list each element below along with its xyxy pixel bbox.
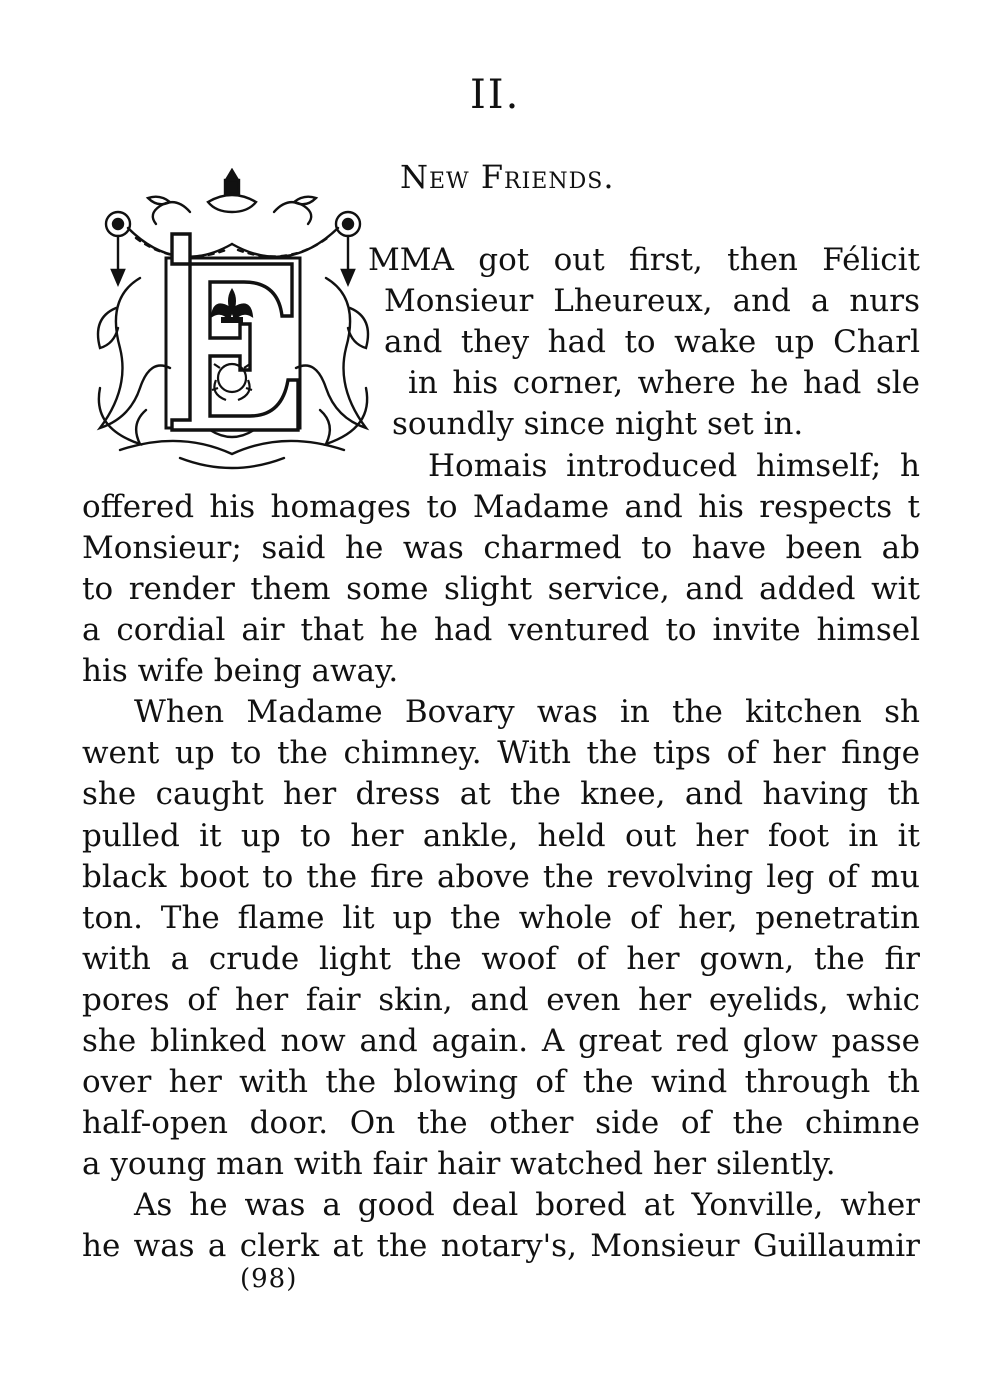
text-line: When Madame Bovary was in the kitchen sh [134,694,920,730]
text-line: a cordial air that he had ventured to invite himsel [82,612,920,648]
text-line: with a crude light the woof of her gown, the fir [82,941,920,977]
page-number: (98) [240,1264,298,1294]
text-line: Monsieur; said he was charmed to have been ab [82,530,920,566]
text-line: half-open door. On the other side of the chimne [82,1105,920,1141]
text-line: pulled it up to her ankle, held out her foot in it [82,818,920,854]
text-line: in his corner, where he had sle [408,365,920,401]
text-line: his wife being away. [82,653,399,689]
text-line: to render them some slight service, and added wit [82,571,920,607]
ornamental-drop-cap [80,168,385,473]
text-line: he was a clerk at the notary's, Monsieur Guillaumir [82,1228,920,1264]
text-line: she blinked now and again. A great red glow passe [82,1023,920,1059]
text-line: As he was a good deal bored at Yonville, wher [134,1187,920,1223]
text-line: Monsieur Lheureux, and a nurs [384,283,920,319]
text-line: over her with the blowing of the wind through th [82,1064,920,1100]
text-line: pores of her fair skin, and even her eyelids, whic [82,982,920,1018]
text-line: went up to the chimney. With the tips of her finge [82,735,920,771]
text-line: ton. The flame lit up the whole of her, penetratin [82,900,920,936]
text-line: MMA got out first, then Félicit [368,242,920,278]
chapter-number: II. [470,72,521,118]
text-line: soundly since night set in. [392,406,804,442]
text-line: black boot to the fire above the revolving leg of mu [82,859,920,895]
text-line: she caught her dress at the knee, and having th [82,776,920,812]
text-line: a young man with fair hair watched her silently. [82,1146,836,1182]
text-line: Homais introduced himself; h [428,448,920,484]
text-line: and they had to wake up Charl [384,324,920,360]
chapter-title: New Friends. [400,158,615,196]
text-line: offered his homages to Madame and his respects t [82,489,920,525]
